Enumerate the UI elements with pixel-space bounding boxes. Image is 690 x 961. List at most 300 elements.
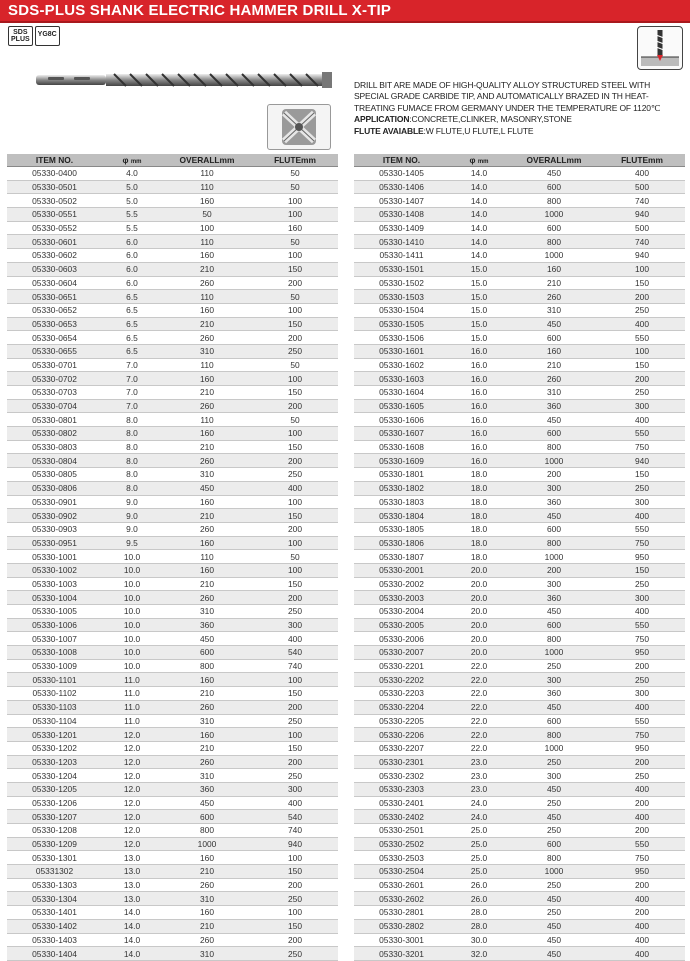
overall-length-cell: 310 [509,386,599,400]
overall-length-cell: 360 [162,782,252,796]
table-row [7,892,338,906]
item-no-cell: 05330-1801 [354,468,449,482]
flute-length-cell: 400 [599,782,685,796]
table-row [354,481,685,495]
flute-length-cell: 100 [252,536,338,550]
flute-length-cell: 750 [599,851,685,865]
item-no-cell: 05330-1206 [7,796,102,810]
overall-length-cell: 1000 [509,741,599,755]
item-no-cell: 05330-0805 [7,468,102,482]
diameter-cell: 10.0 [102,659,162,673]
overall-length-cell: 600 [509,714,599,728]
diameter-cell: 14.0 [449,194,509,208]
overall-length-cell: 260 [162,454,252,468]
table-row [7,194,338,208]
sds-badge-line2: PLUS [11,36,30,43]
table-row [354,235,685,249]
table-row [7,796,338,810]
flute-length-cell: 200 [599,824,685,838]
title-bar [0,0,690,23]
diameter-cell: 22.0 [449,714,509,728]
item-no-cell: 05330-2007 [354,646,449,660]
table-row [7,413,338,427]
table-row [7,919,338,933]
flute-length-cell: 300 [599,495,685,509]
diameter-cell: 28.0 [449,906,509,920]
item-no-cell: 05330-2301 [354,755,449,769]
diameter-cell: 18.0 [449,550,509,564]
flute-length-cell: 250 [599,673,685,687]
overall-length-cell: 250 [509,755,599,769]
flute-length-cell: 100 [252,249,338,263]
diameter-cell: 13.0 [102,878,162,892]
diameter-cell: 7.0 [102,386,162,400]
badge-group [8,26,60,46]
diameter-cell: 9.0 [102,522,162,536]
table-row [7,755,338,769]
diameter-cell: 23.0 [449,769,509,783]
item-no-cell: 05330-0701 [7,358,102,372]
table-row [354,194,685,208]
overall-length-cell: 600 [509,427,599,441]
flute-length-cell: 150 [252,687,338,701]
flute-length-cell: 250 [599,386,685,400]
table-row [354,782,685,796]
diameter-header: φ mm [449,154,509,167]
table-row [354,687,685,701]
table-row [354,769,685,783]
flute-length-header: FLUTEmm [599,154,685,167]
flute-length-cell: 540 [252,646,338,660]
table-row [7,440,338,454]
overall-length-cell: 800 [509,235,599,249]
overall-length-cell: 160 [162,906,252,920]
flute-length-cell: 200 [599,659,685,673]
application-line [354,114,684,125]
diameter-cell: 4.0 [102,167,162,181]
item-no-cell: 05330-1806 [354,536,449,550]
diameter-cell: 18.0 [449,509,509,523]
table-row [7,659,338,673]
item-no-cell: 05330-2006 [354,632,449,646]
table-row [7,290,338,304]
overall-length-cell: 210 [162,317,252,331]
table-row [7,605,338,619]
diameter-cell: 20.0 [449,591,509,605]
flute-length-cell: 400 [599,810,685,824]
diameter-cell: 13.0 [102,865,162,879]
item-no-cell: 05330-1406 [354,180,449,194]
table-row [7,591,338,605]
table-row [7,358,338,372]
overall-length-cell: 260 [162,755,252,769]
table-row [7,221,338,235]
table-row [354,249,685,263]
flute-length-cell: 250 [252,468,338,482]
table-row [7,331,338,345]
item-no-cell: 05330-2401 [354,796,449,810]
flute-text: :W FLUTE,U FLUTE,L FLUTE [423,125,534,136]
flute-length-cell: 200 [599,755,685,769]
overall-length-cell: 260 [162,399,252,413]
table-row [7,782,338,796]
flute-length-cell: 160 [252,221,338,235]
item-no-cell: 05330-0801 [7,413,102,427]
overall-length-cell: 210 [162,919,252,933]
diameter-cell: 6.5 [102,303,162,317]
table-row [7,399,338,413]
flute-length-cell: 550 [599,522,685,536]
table-row [7,769,338,783]
table-row [7,550,338,564]
table-row [7,741,338,755]
item-no-cell: 05330-1203 [7,755,102,769]
table-row [354,331,685,345]
item-no-header: ITEM NO. [7,154,102,167]
table-row [354,591,685,605]
item-no-header: ITEM NO. [354,154,449,167]
diameter-cell: 12.0 [102,741,162,755]
flute-length-cell: 400 [599,413,685,427]
diameter-header: φ mm [102,154,162,167]
flute-length-cell: 250 [599,769,685,783]
item-no-cell: 05330-1409 [354,221,449,235]
item-no-cell: 05330-1601 [354,344,449,358]
item-no-cell: 05330-1201 [7,728,102,742]
diameter-cell: 16.0 [449,454,509,468]
overall-length-cell: 210 [162,741,252,755]
flute-length-cell: 50 [252,180,338,194]
item-no-cell: 05330-1607 [354,427,449,441]
overall-length-cell: 160 [162,673,252,687]
overall-length-cell: 160 [162,536,252,550]
overall-length-cell: 600 [162,810,252,824]
diameter-cell: 14.0 [449,221,509,235]
diameter-cell: 14.0 [102,919,162,933]
diameter-cell: 8.0 [102,427,162,441]
item-no-cell: 05330-2004 [354,605,449,619]
diameter-cell: 16.0 [449,413,509,427]
item-no-cell: 05330-0400 [7,167,102,181]
table-row [7,906,338,920]
overall-length-cell: 800 [509,440,599,454]
diameter-cell: 10.0 [102,632,162,646]
table-row [354,906,685,920]
table-row [354,851,685,865]
spec-table-right [354,154,685,961]
diameter-cell: 7.0 [102,399,162,413]
diameter-cell: 5.5 [102,221,162,235]
diameter-cell: 8.0 [102,413,162,427]
table-row [7,180,338,194]
flute-length-cell: 940 [599,249,685,263]
table-row [354,632,685,646]
overall-length-cell: 300 [509,577,599,591]
diameter-cell: 25.0 [449,865,509,879]
table-row [7,372,338,386]
flute-length-cell: 150 [599,358,685,372]
table-row [7,714,338,728]
diameter-cell: 14.0 [449,208,509,222]
flute-length-cell: 100 [252,728,338,742]
table-row [354,440,685,454]
table-row [7,577,338,591]
flute-length-cell: 200 [599,796,685,810]
table-row [354,522,685,536]
diameter-cell: 10.0 [102,563,162,577]
flute-length-cell: 250 [599,303,685,317]
flute-length-cell: 150 [252,386,338,400]
table-row [354,618,685,632]
overall-length-cell: 600 [509,618,599,632]
table-row [7,878,338,892]
table-row [7,276,338,290]
sds-plus-badge [8,26,33,46]
item-no-cell: 05330-1004 [7,591,102,605]
diameter-cell: 25.0 [449,824,509,838]
overall-length-cell: 110 [162,358,252,372]
table-row [354,865,685,879]
overall-length-cell: 200 [509,468,599,482]
item-no-cell: 05330-1803 [354,495,449,509]
item-no-cell: 05330-2504 [354,865,449,879]
overall-length-cell: 210 [162,687,252,701]
flute-length-cell: 950 [599,865,685,879]
overall-length-cell: 210 [162,577,252,591]
overall-length-cell: 800 [162,659,252,673]
table-row [7,235,338,249]
overall-length-cell: 1000 [509,249,599,263]
diameter-cell: 10.0 [102,591,162,605]
item-no-cell: 05330-1101 [7,673,102,687]
flute-length-cell: 950 [599,550,685,564]
diameter-cell: 22.0 [449,728,509,742]
table-row [7,262,338,276]
flute-length-cell: 150 [252,317,338,331]
table-row [354,358,685,372]
item-no-cell: 05330-1605 [354,399,449,413]
overall-length-cell: 450 [509,919,599,933]
table-row [354,646,685,660]
overall-length-header: OVERALLmm [509,154,599,167]
flute-length-cell: 50 [252,358,338,372]
diameter-cell: 10.0 [102,646,162,660]
item-no-cell: 05330-1104 [7,714,102,728]
diameter-cell: 16.0 [449,344,509,358]
flute-length-cell: 100 [599,344,685,358]
overall-length-cell: 210 [162,509,252,523]
item-no-cell: 05330-1103 [7,700,102,714]
overall-length-cell: 110 [162,235,252,249]
item-no-cell: 05330-1007 [7,632,102,646]
overall-length-cell: 250 [509,796,599,810]
overall-length-cell: 450 [509,933,599,947]
overall-length-cell: 450 [509,947,599,961]
diameter-cell: 20.0 [449,632,509,646]
item-no-cell: 05330-2205 [354,714,449,728]
table-row [7,495,338,509]
table-row [354,276,685,290]
overall-length-cell: 160 [162,372,252,386]
diameter-cell: 6.5 [102,344,162,358]
overall-length-cell: 160 [162,495,252,509]
table-row [7,249,338,263]
item-no-cell: 05330-0501 [7,180,102,194]
drill-bit-image [34,66,334,94]
diameter-cell: 6.0 [102,262,162,276]
table-row [354,221,685,235]
table-row [354,824,685,838]
overall-length-cell: 160 [509,262,599,276]
item-no-cell: 05330-1411 [354,249,449,263]
table-row [354,728,685,742]
diameter-cell: 10.0 [102,550,162,564]
diameter-unit: mm [477,159,489,165]
diameter-cell: 6.5 [102,317,162,331]
table-row [7,947,338,961]
item-no-cell: 05330-1008 [7,646,102,660]
page-title: SDS-PLUS SHANK ELECTRIC HAMMER DRILL X-TIP [8,2,392,19]
overall-length-cell: 1000 [509,865,599,879]
table-row [7,167,338,181]
flute-length-cell: 400 [599,317,685,331]
table-row [354,796,685,810]
flute-length-cell: 300 [252,618,338,632]
overall-length-cell: 160 [162,728,252,742]
item-no-cell: 05330-1403 [7,933,102,947]
item-no-cell: 05330-1603 [354,372,449,386]
table-row [354,741,685,755]
flute-length-cell: 200 [599,290,685,304]
table-row [354,372,685,386]
flute-length-cell: 940 [252,837,338,851]
table-row [354,878,685,892]
diameter-cell: 7.0 [102,358,162,372]
item-no-cell: 05330-1005 [7,605,102,619]
table-row [7,317,338,331]
diameter-cell: 18.0 [449,522,509,536]
item-no-cell: 05330-1807 [354,550,449,564]
table-row [354,167,685,181]
diameter-cell: 6.0 [102,235,162,249]
diameter-cell: 6.0 [102,249,162,263]
table-row [7,933,338,947]
overall-length-cell: 210 [162,440,252,454]
flute-length-cell: 150 [252,741,338,755]
item-no-cell: 05330-1205 [7,782,102,796]
item-no-cell: 05330-0804 [7,454,102,468]
overall-length-cell: 300 [509,673,599,687]
overall-length-cell: 310 [162,769,252,783]
table-row [7,837,338,851]
item-no-cell: 05330-0704 [7,399,102,413]
diameter-cell: 20.0 [449,646,509,660]
item-no-cell: 05330-2206 [354,728,449,742]
diameter-cell: 22.0 [449,687,509,701]
flute-length-cell: 200 [252,755,338,769]
table-row [354,427,685,441]
flute-length-cell: 400 [252,632,338,646]
flute-length-cell: 200 [252,522,338,536]
table-row [354,577,685,591]
overall-length-cell: 600 [509,331,599,345]
flute-length-cell: 200 [252,591,338,605]
table-row [354,659,685,673]
flute-length-cell: 150 [599,276,685,290]
diameter-cell: 25.0 [449,837,509,851]
diameter-cell: 5.5 [102,208,162,222]
overall-length-cell: 450 [509,413,599,427]
item-no-cell: 05330-1410 [354,235,449,249]
grade-badge: YG8C [35,26,60,46]
diameter-cell: 26.0 [449,892,509,906]
overall-length-cell: 450 [509,810,599,824]
diameter-cell: 14.0 [102,933,162,947]
table-row [354,673,685,687]
flute-length-cell: 250 [252,714,338,728]
flute-length-cell: 250 [252,344,338,358]
diameter-cell: 25.0 [449,851,509,865]
overall-length-cell: 110 [162,180,252,194]
diameter-cell: 8.0 [102,440,162,454]
item-no-cell: 05330-2207 [354,741,449,755]
flute-length-cell: 300 [599,399,685,413]
overall-length-cell: 1000 [509,208,599,222]
flute-length-cell: 400 [599,700,685,714]
table-row [354,208,685,222]
diameter-cell: 16.0 [449,358,509,372]
diameter-cell: 30.0 [449,933,509,947]
item-no-cell: 05330-1303 [7,878,102,892]
overall-length-cell: 800 [509,536,599,550]
overall-length-cell: 310 [162,605,252,619]
overall-length-cell: 450 [509,167,599,181]
overall-length-cell: 450 [162,632,252,646]
item-no-cell: 05330-2501 [354,824,449,838]
table-row [7,468,338,482]
diameter-cell: 9.0 [102,509,162,523]
overall-length-cell: 300 [509,769,599,783]
item-no-cell: 05330-0654 [7,331,102,345]
overall-length-cell: 160 [162,851,252,865]
item-no-cell: 05330-1301 [7,851,102,865]
x-tip-closeup-image [267,104,331,150]
flute-length-cell: 200 [599,878,685,892]
overall-length-cell: 310 [509,303,599,317]
diameter-cell: 20.0 [449,605,509,619]
overall-length-cell: 450 [509,782,599,796]
flute-length-cell: 50 [252,235,338,249]
diameter-cell: 18.0 [449,495,509,509]
table-row [354,550,685,564]
overall-length-cell: 800 [162,824,252,838]
flute-length-cell: 550 [599,837,685,851]
diameter-cell: 10.0 [102,577,162,591]
flute-length-cell: 940 [599,454,685,468]
item-no-cell: 05330-2801 [354,906,449,920]
overall-length-cell: 260 [509,290,599,304]
diameter-cell: 24.0 [449,810,509,824]
overall-length-cell: 310 [162,947,252,961]
item-no-cell: 05330-1609 [354,454,449,468]
diameter-cell: 11.0 [102,687,162,701]
overall-length-cell: 210 [509,276,599,290]
flute-length-cell: 100 [252,495,338,509]
overall-length-cell: 300 [509,481,599,495]
flute-length-cell: 400 [252,481,338,495]
item-no-cell: 05330-1802 [354,481,449,495]
diameter-cell: 12.0 [102,728,162,742]
